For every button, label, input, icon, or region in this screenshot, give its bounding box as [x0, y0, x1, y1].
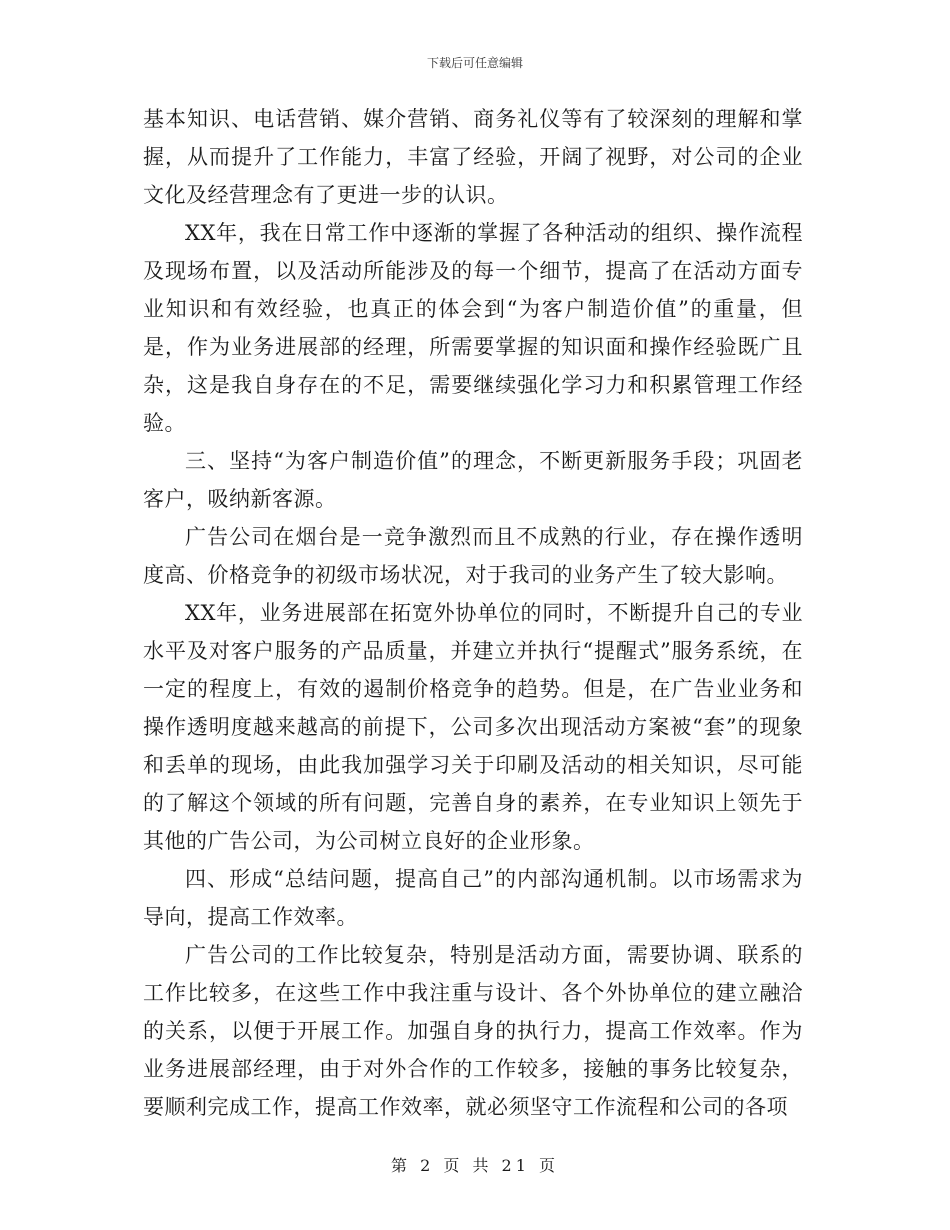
- paragraph-2: XX年，我在日常工作中逐渐的掌握了各种活动的组织、操作流程及现场布置，以及活动所能涉及的每一个细节，提高了在活动方面专业知识和有效经验，也真正的体会到“为客户制造价值”的重量，但是，作为业务进展部的经理，所需要掌握的知识面和操作经验既广且杂，这是我自身存在的不足，需要继续强化学习力和积累管理工作经验。: [143, 221, 803, 435]
- paragraph-5: XX年，业务进展部在拓宽外协单位的同时，不断提升自己的专业水平及对客户服务的产品质量，并建立并执行“提醒式”服务系统，在一定的程度上，有效的遏制价格竞争的趋势。但是，在广告业业务和操作透明度越来越高的前提下，公司多次出现活动方案被“套”的现象和丢单的现场，由此我加强学习关于印刷及活动的相关知识，尽可能的了解这个领域的所有问题，完善自身的素养，在专业知识上领先于其他的广告公司，为公司树立良好的企业形象。: [143, 601, 803, 853]
- section-heading-3: 三、坚持“为客户制造价值”的理念，不断更新服务手段；巩固老客户，吸纳新客源。: [143, 449, 803, 511]
- paragraph-7: 广告公司的工作比较复杂，特别是活动方面，需要协调、联系的工作比较多，在这些工作中我注重与设计、各个外协单位的建立融洽的关系，以便于开展工作。加强自身的执行力，提高工作效率。作为业务进展部经理，由于对外合作的工作较多，接触的事务比较复杂，要顺利完成工作，提高工作效率，就必须坚守工作流程和公司的各项: [143, 943, 803, 1119]
- page-header: 下载后可任意编辑: [426, 56, 523, 70]
- paragraph-4: 广告公司在烟台是一竞争激烈而且不成熟的行业，存在操作透明度高、价格竞争的初级市场状况，对于我司的业务产生了较大影响。: [143, 525, 803, 587]
- page-number: 第 2 页 共 21 页: [391, 1156, 559, 1175]
- paragraph-1: 基本知识、电话营销、媒介营销、商务礼仪等有了较深刻的理解和掌握，从而提升了工作能力，丰富了经验，开阔了视野，对公司的企业文化及经营理念有了更进一步的认识。: [143, 107, 803, 207]
- document-body: [143, 100, 803, 1126]
- section-heading-4: 四、形成“总结问题，提高自己”的内部沟通机制。以市场需求为导向，提高工作效率。: [143, 867, 803, 929]
